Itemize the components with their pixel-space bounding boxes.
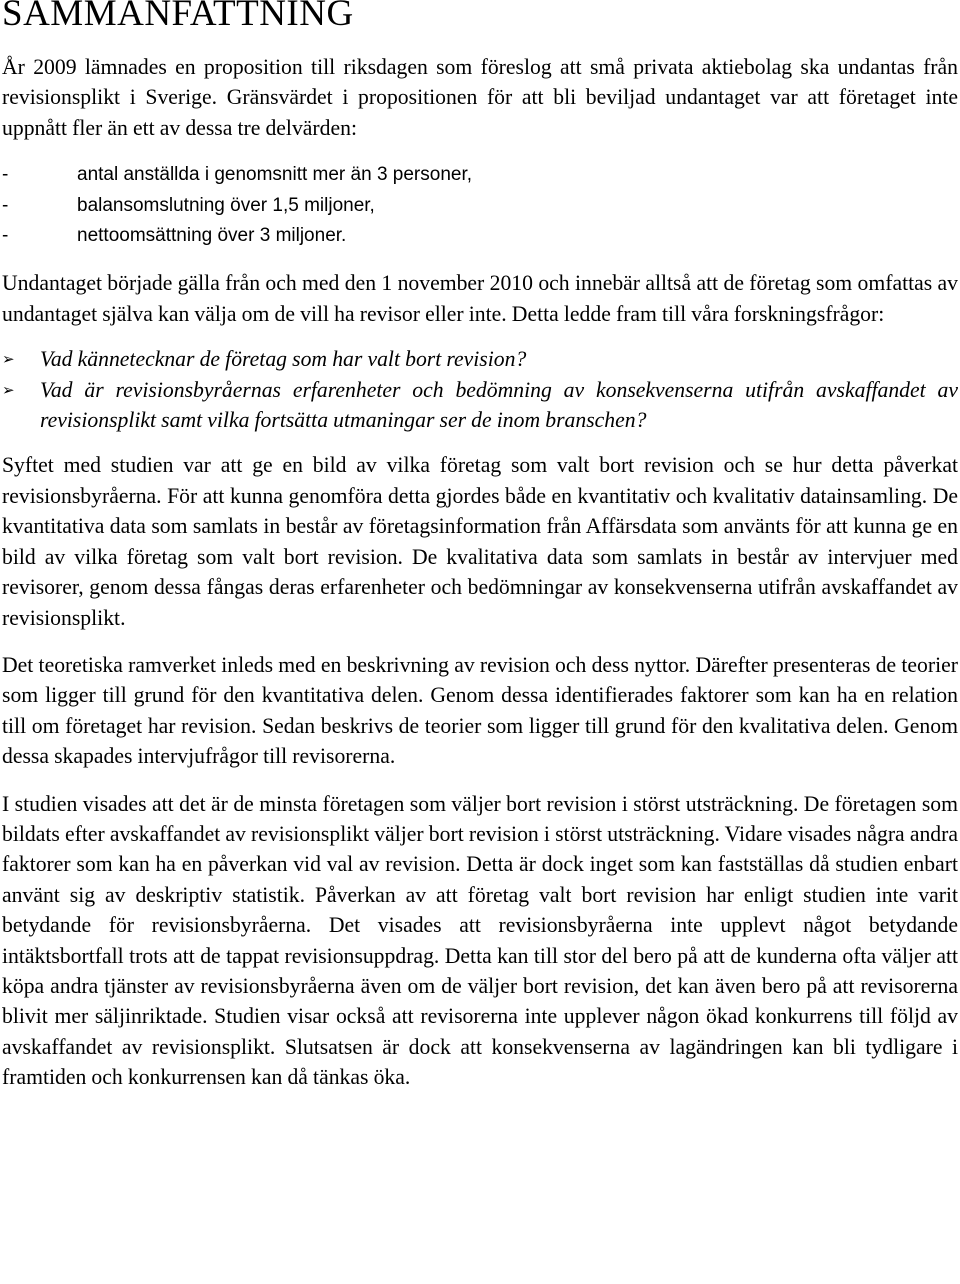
- purpose-paragraph: Syftet med studien var att ge en bild av vilka företag som valt bort revision och se hur detta påverkat revisionsbyråerna. För att kunna genomföra detta gjordes både en kvantitativ och kvalitativ datainsamling. De kvantitativa data som samlats in består av företagsinformation från Affärsdata som använts för att kunna ge en bild av vilka företag som valt bort revision. De kvalitativa data som samlats in består av intervjuer med revisorer, genom dessa fångas deras erfarenheter och bedömningar av konsekvenserna utifrån avskaffandet av revisionsplikt.: [2, 453, 958, 630]
- list-item-text: balansomslutning över 1,5 miljoner,: [77, 194, 375, 216]
- list-item-text: antal anställda i genomsnitt mer än 3 personer,: [77, 164, 473, 186]
- list-item-text: Vad är revisionsbyråernas erfarenheter och bedömning av konsekvenserna utifrån avskaffandet av revisionsplikt samt vilka fortsätta utmaningar ser de inom branschen?: [40, 377, 958, 433]
- list-item: [2, 221, 958, 251]
- dash-bullet: -: [2, 225, 9, 247]
- list-item: [2, 160, 958, 190]
- research-questions-list: [2, 344, 958, 435]
- background-paragraph: Undantaget började gälla från och med den 1 november 2010 och innebär alltså att de företag som omfattas av undantaget själva kan välja om de vill ha revisor eller inte. Detta ledde fram till våra forskningsfrågor:: [2, 271, 958, 326]
- results-paragraph: I studien visades att det är de minsta företagen som väljer bort revision i störst utsträckning. De företagen som bildats efter avskaffandet av revisionsplikt väljer bort revision i störst utsträckning. Vidare visades några andra faktorer som kan ha en påverkan vid val av revision. Detta är dock inget som kan fastställas då studien enbart använt sig av deskriptiv statistik. Påverkan av att företag valt bort revision har enligt studien inte varit betydande för revisionsbyråerna. Det visades att revisionsbyråerna inte upplevt något betydande intäktsbortfall trots att de tappat revisionsuppdrag. Detta kan till stor del bero på att de kunderna ofta väljer att köpa andra tjänster av revisionsbyråerna även om de väljer bort revision, det kan även bero på att revisorerna blivit mer säljinriktade. Studien visar också att revisorerna inte upplever någon ökad konkurrens till följd av avskaffandet av revisionsplikt. Slutsatsen är dock att konsekvenserna av lagändringen kan bli tydligare i framtiden och konkurrensen kan då tänkas öka.: [2, 791, 958, 1090]
- intro-paragraph: År 2009 lämnades en proposition till riksdagen som föreslog att små privata aktiebolag ska undantas från revisionsplikt i Sverige. Gränsvärdet i propositionen för att bli beviljad undantaget var att företaget inte uppnått fler än ett av dessa tre delvärden:: [2, 55, 958, 140]
- list-item-text: Vad kännetecknar de företag som har valt bort revision?: [40, 347, 527, 372]
- arrow-bullet-icon: ➢: [2, 350, 15, 369]
- dash-bullet: -: [2, 194, 9, 216]
- page-title: SAMMANFATTNING: [2, 0, 354, 34]
- threshold-list: [2, 160, 958, 251]
- dash-bullet: -: [2, 164, 9, 186]
- framework-paragraph: Det teoretiska ramverket inleds med en beskrivning av revision och dess nyttor. Därefter presenteras de teorier som ligger till grund för den kvantitativa delen. Genom dessa identifierades faktorer som kan ha en relation till om företaget har revision. Sedan beskrivs de teorier som ligger till grund för den kvalitativa delen. Genom dessa skapades intervjufrågor till revisorerna.: [2, 652, 958, 769]
- list-item: [2, 344, 958, 374]
- list-item: [2, 375, 958, 436]
- arrow-bullet-icon: ➢: [2, 380, 15, 399]
- list-item: [2, 191, 958, 221]
- list-item-text: nettoomsättning över 3 miljoner.: [77, 225, 347, 247]
